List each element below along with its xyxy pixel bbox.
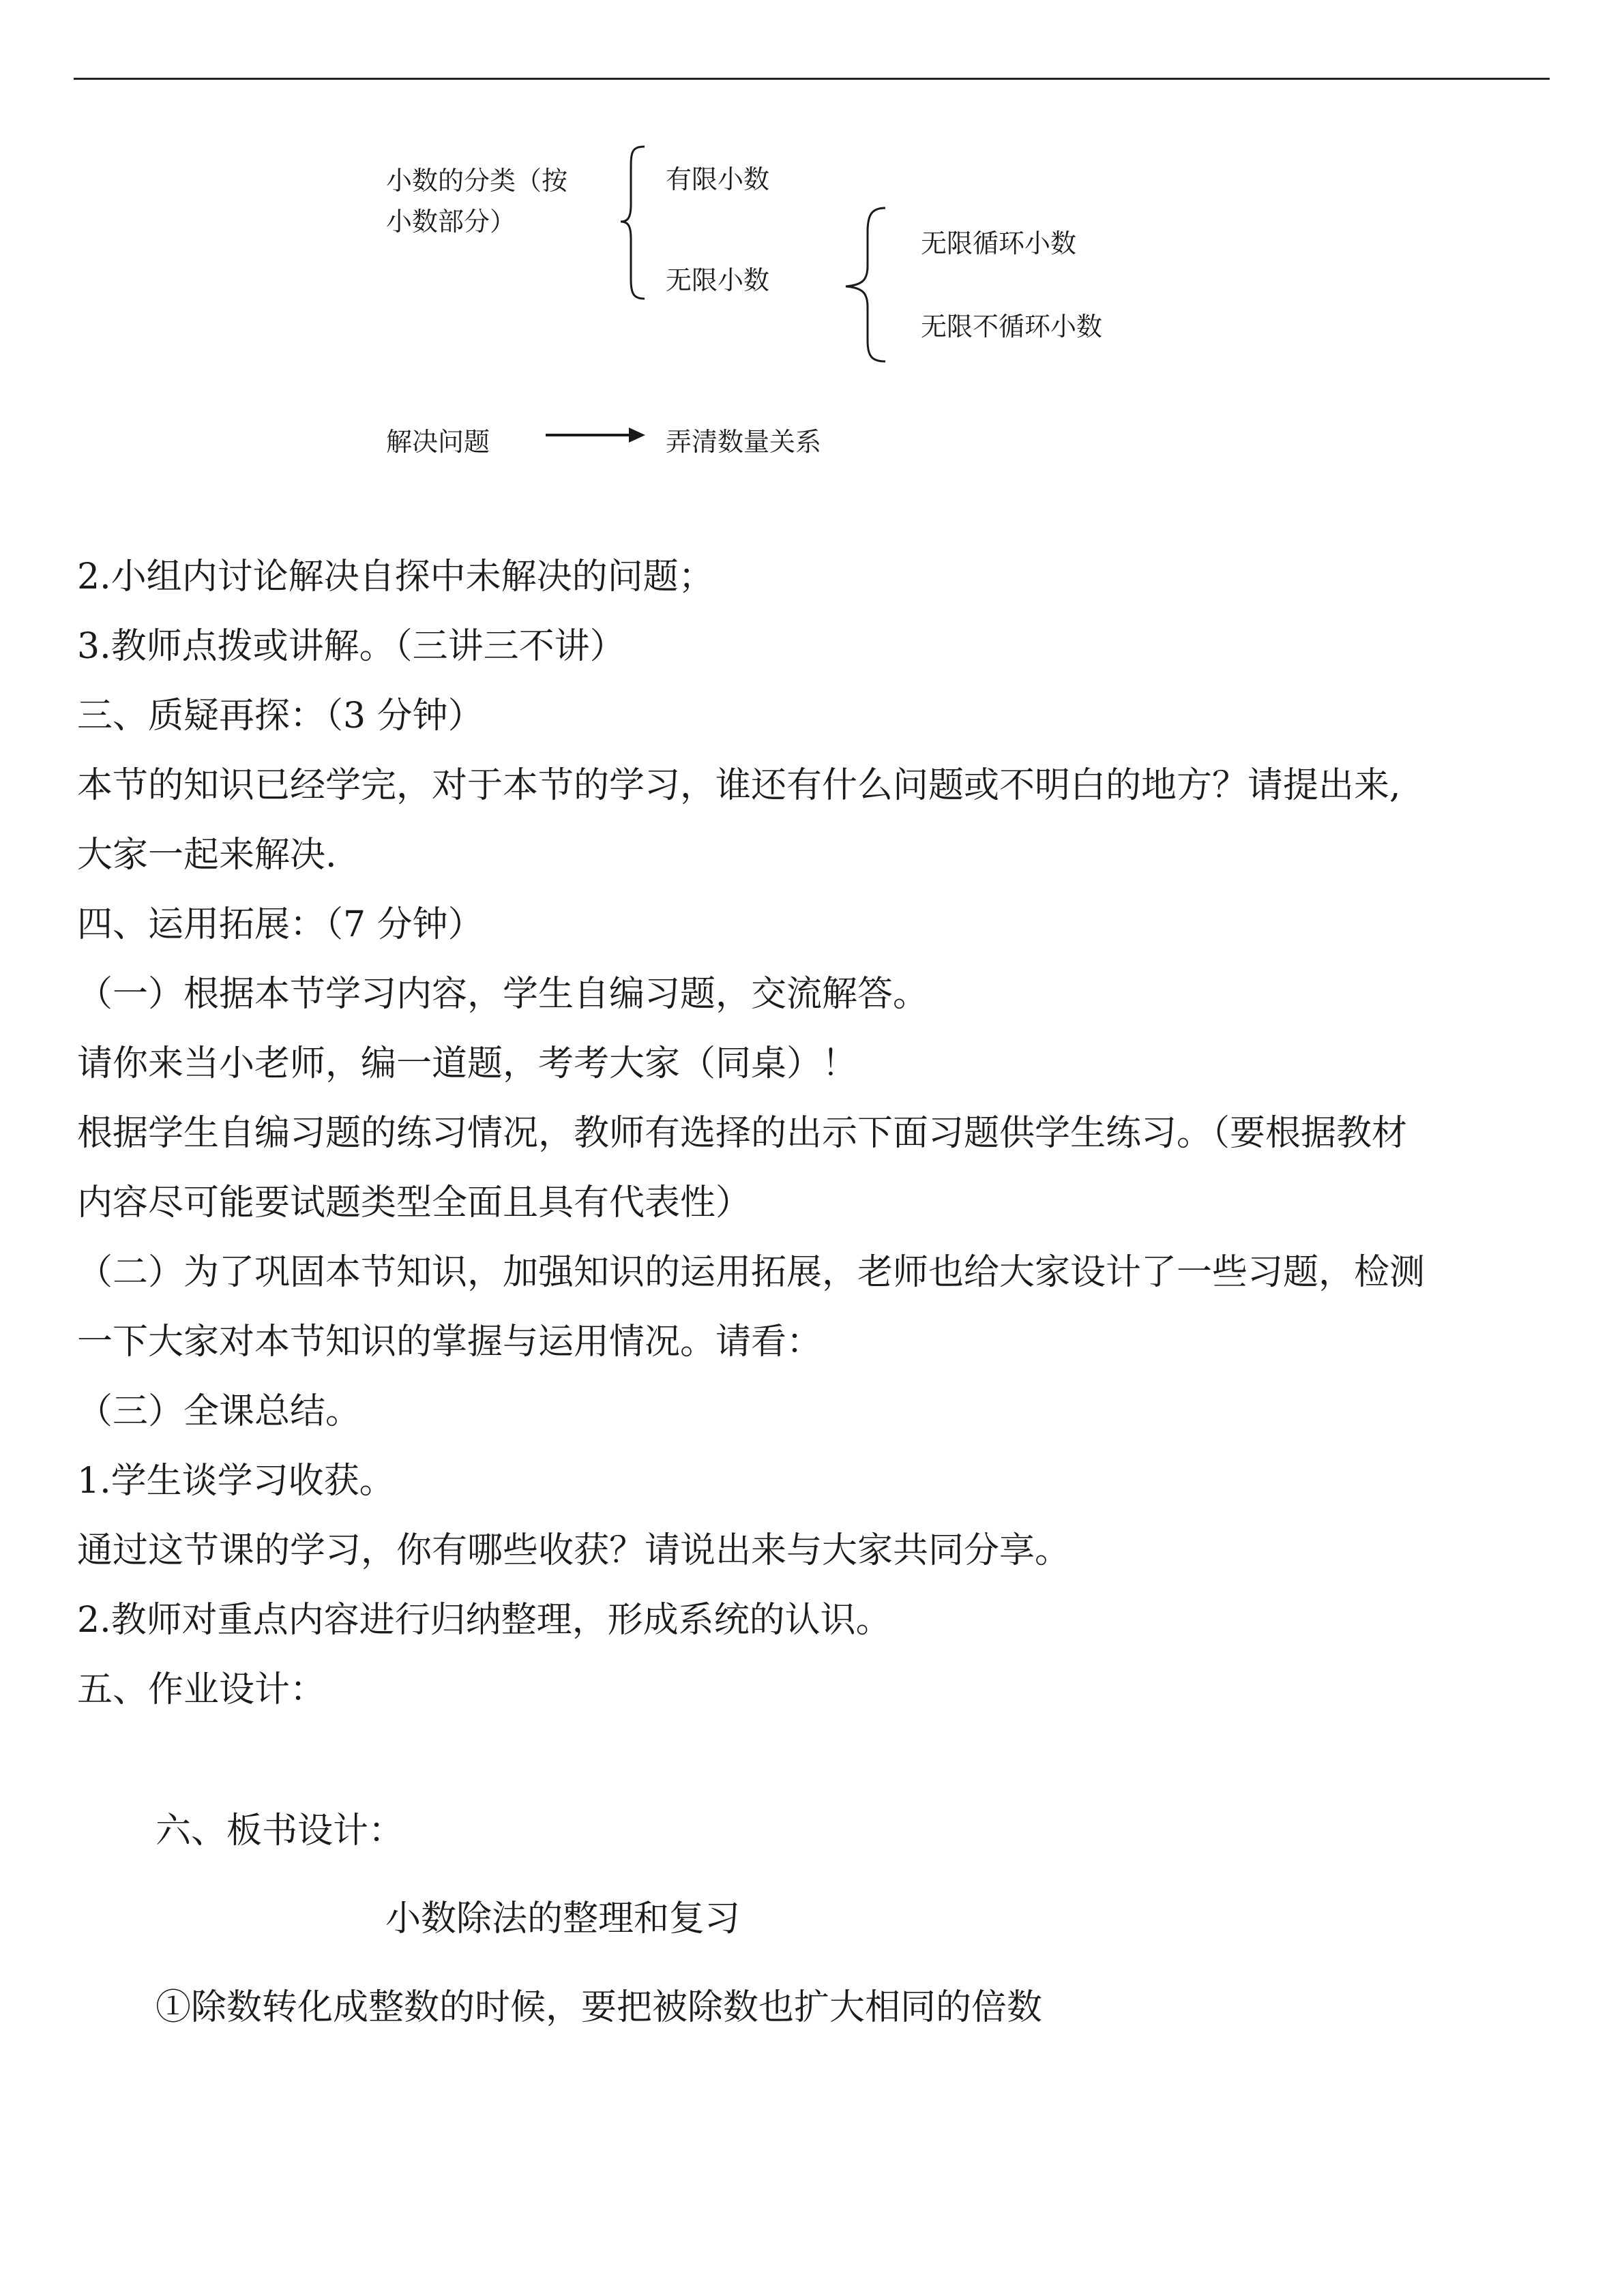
paragraph-exercise-selection-1: 根据学生自编习题的练习情况，教师有选择的出示下面习题供学生练习。（要根据教材 bbox=[77, 1113, 1408, 1154]
line-share-gains: 通过这节课的学习，你有哪些收获？请说出来与大家共同分享。 bbox=[77, 1530, 1071, 1571]
line-little-teacher: 请你来当小老师，编一道题，考考大家（同桌）！ bbox=[77, 1043, 858, 1084]
heading-board-design: 六、板书设计： bbox=[156, 1810, 404, 1851]
paragraph-exercise-selection-2: 内容尽可能要试题类型全面且具有代表性） bbox=[77, 1182, 752, 1223]
line-student-gains: 1.学生谈学习收获。 bbox=[77, 1461, 395, 1502]
classification-brace bbox=[621, 147, 645, 299]
paragraph-raise-questions-1: 本节的知识已经学完，对于本节的学习，谁还有什么问题或不明白的地方？请提出来, bbox=[77, 765, 1401, 806]
board-title: 小数除法的整理和复习 bbox=[385, 1898, 741, 1939]
infinite-decimal-label: 无限小数 bbox=[666, 265, 770, 295]
decimal-classification-diagram bbox=[0, 0, 1624, 518]
classification-label-line1: 小数的分类（按 bbox=[386, 166, 568, 196]
heading-homework: 五、作业设计： bbox=[77, 1669, 326, 1710]
non-repeating-decimal-label: 无限不循环小数 bbox=[921, 312, 1103, 342]
line-self-made-exercises: （一）根据本节学习内容，学生自编习题，交流解答。 bbox=[77, 974, 929, 1015]
paragraph-consolidate-2: 一下大家对本节知识的掌握与运用情况。请看： bbox=[77, 1322, 823, 1362]
arrow-head bbox=[629, 428, 645, 443]
line-teacher-summary: 2.教师对重点内容进行归纳整理，形成系统的认识。 bbox=[77, 1600, 891, 1641]
clarify-relation-label: 弄清数量关系 bbox=[666, 427, 822, 457]
diagram-brackets bbox=[0, 0, 1624, 518]
line-lesson-summary: （三）全课总结。 bbox=[77, 1391, 361, 1432]
line-group-discussion: 2.小组内讨论解决自探中未解决的问题； bbox=[77, 556, 714, 597]
board-point-1: ①除数转化成整数的时候，要把被除数也扩大相同的倍数 bbox=[156, 1987, 1043, 2028]
classification-label-line2: 小数部分） bbox=[386, 207, 516, 237]
paragraph-raise-questions-2: 大家一起来解决. bbox=[77, 835, 337, 876]
heading-question-explore: 三、质疑再探：（3 分钟） bbox=[77, 696, 484, 736]
finite-decimal-label: 有限小数 bbox=[666, 164, 770, 194]
infinite-brace bbox=[846, 208, 885, 361]
line-teacher-guidance: 3.教师点拨或讲解。（三讲三不讲） bbox=[77, 626, 625, 667]
repeating-decimal-label: 无限循环小数 bbox=[921, 228, 1077, 258]
solve-problem-label: 解决问题 bbox=[386, 427, 490, 457]
paragraph-consolidate-1: （二）为了巩固本节知识，加强知识的运用拓展，老师也给大家设计了一些习题，检测 bbox=[77, 1252, 1426, 1293]
heading-application: 四、运用拓展：（7 分钟） bbox=[77, 904, 484, 945]
